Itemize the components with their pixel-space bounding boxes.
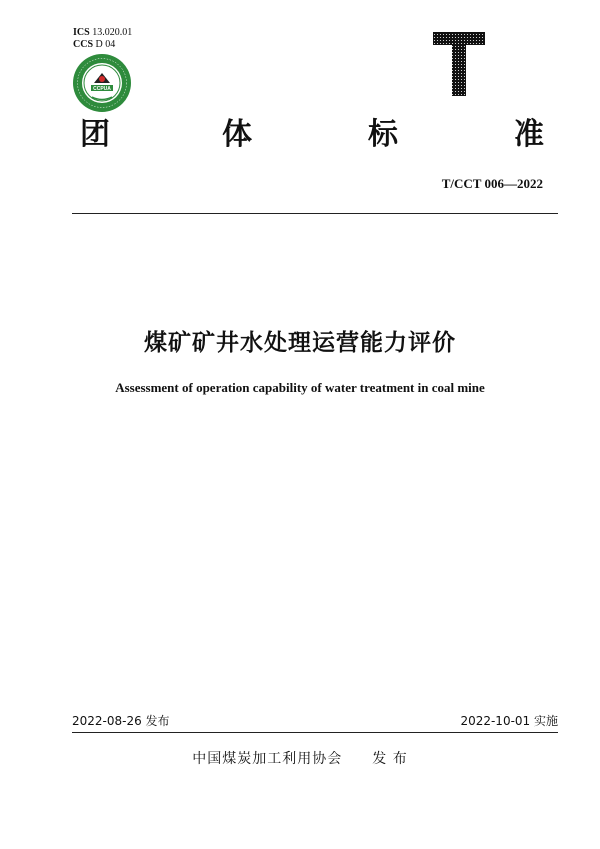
document-title-en: Assessment of operation capability of water treatment in coal mine: [115, 380, 485, 395]
top-rule: [72, 213, 558, 214]
bottom-rule: [72, 732, 558, 733]
standard-letter-t: [430, 30, 488, 98]
issuer-name: 中国煤炭加工利用协会: [192, 751, 343, 767]
implement-date: 2022-10-01 实施: [460, 714, 558, 728]
title-char-4: 准: [514, 117, 544, 152]
title-char-3: 标: [368, 117, 398, 152]
document-title-cn: 煤矿矿井水处理运营能力评价: [144, 330, 456, 356]
publish-date: 2022-08-26 发布: [72, 714, 170, 728]
classification-codes: [73, 27, 132, 51]
issuer-action: 发 布: [372, 751, 408, 767]
ccs-code: D 04: [95, 39, 116, 50]
standard-number: T/CCT 006—2022: [441, 176, 543, 191]
ccs-label: CCS: [73, 39, 94, 50]
ics-label: ICS: [73, 27, 90, 38]
association-seal-icon: [72, 53, 132, 113]
ccs-line: [73, 39, 132, 51]
title-char-2: 体: [222, 117, 252, 152]
ics-code: 13.020.01: [92, 27, 133, 38]
logo-text: CCPUA: [93, 86, 111, 92]
title-char-1: 团: [80, 117, 110, 152]
issuer-line: [0, 748, 600, 768]
ics-line: [73, 27, 132, 39]
